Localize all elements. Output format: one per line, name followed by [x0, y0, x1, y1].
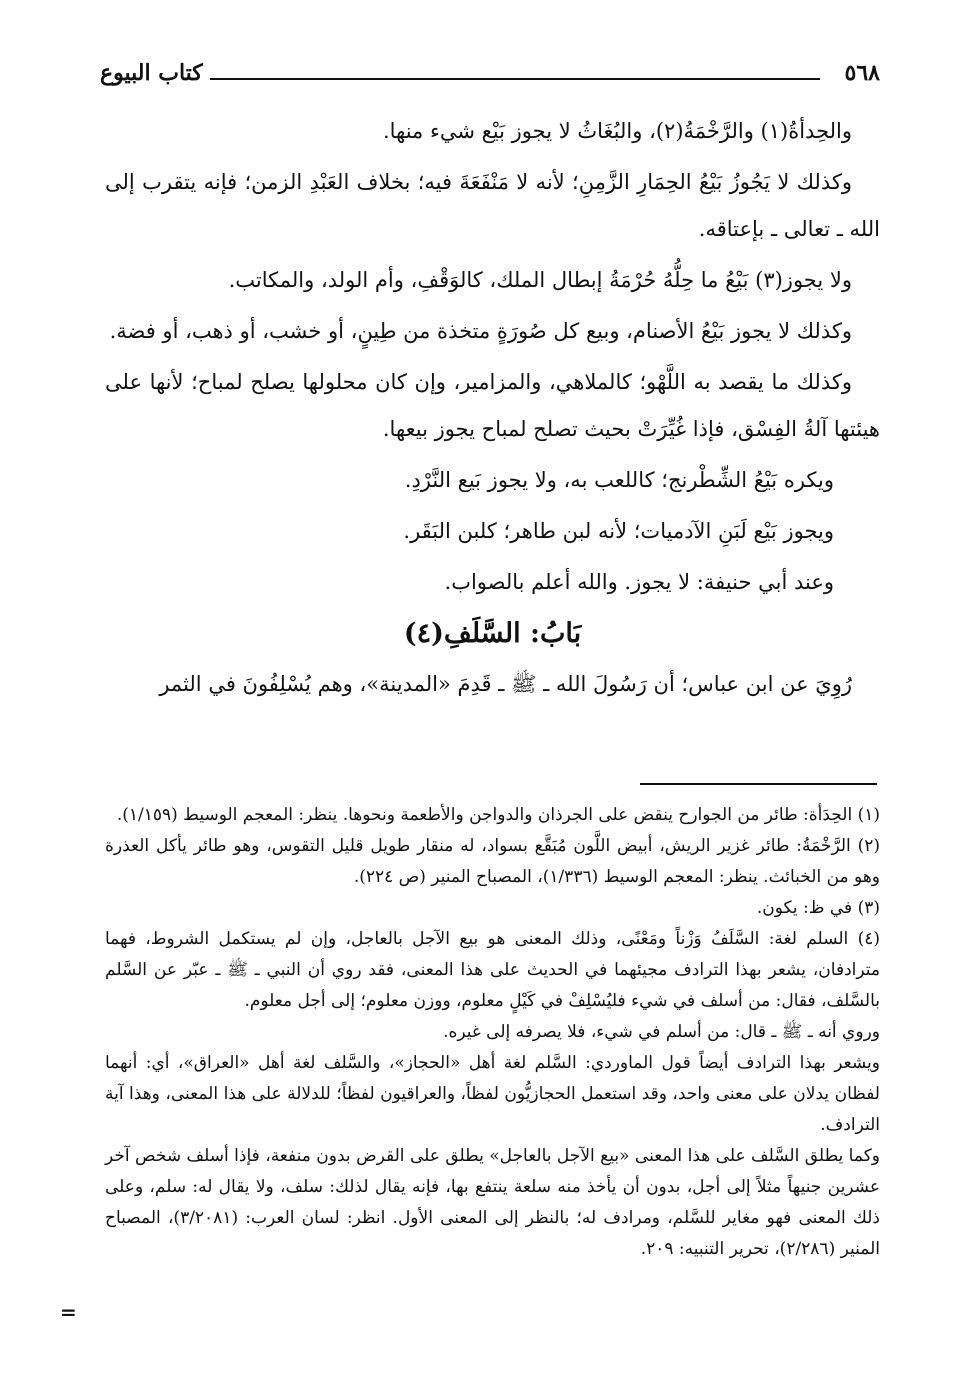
continuation-mark: = — [60, 1300, 77, 1324]
paragraph: رُوِيَ عن ابن عباس؛ أن رَسُولَ الله ـ ﷺ ـ قَدِمَ «المدينة»، وهم يُسْلِفُونَ في الثمر — [159, 672, 852, 696]
book-title: كتاب البيوع — [100, 60, 203, 86]
footnotes — [105, 800, 880, 1265]
footnote: وروي أنه ـ ﷺ ـ قال: من أسلم في شيء، فلا يصرفه إلى غيره. — [443, 1022, 880, 1042]
footnote-separator — [640, 783, 877, 785]
paragraph: ويكره بَيْعُ الشِّطْرنج؛ كاللعب به، ولا يجوز بَيع النَّرْدِ. — [404, 468, 834, 492]
main-text — [105, 108, 880, 712]
paragraph: وكذلك لا يَجُوزُ بَيْعُ الحِمَارِ الزَّمِنِ؛ لأنه لا مَنْفَعَةَ فيه؛ بخلاف العَبْدِ الزمن؛ فإنه يتقرب إلى الله ـ تعالى ـ بإعتاقه. — [105, 170, 880, 241]
chapter-title: بَابُ: السَّلَفِ(٤) — [403, 618, 582, 649]
header-rule — [210, 78, 820, 80]
footnote: (٤) السلم لغة: السَّلَفُ وَزْناً ومَعْنًى، وذلك المعنى هو بيع الآجل بالعاجل، وإن لم يستكمل الشروط، فهما مترادفان، يشعر بهذا الترادف مجيئهما في الحديث على هذا المعنى، فقد روي أن النبي ـ ﷺ ـ عبّر عن السَّلم بالسَّلف، فقال: من أسلف في شيء فليُسْلِفْ في كَيْلٍ معلوم، ووزن معلوم؛ إلى أجل معلوم. — [105, 929, 880, 1011]
paragraph: ولا يجوز(٣) بَيْعُ ما حِلُّهُ حُرْمَةُ إبطال الملك، كالوَقْفِ، وأم الولد، والمكاتب. — [228, 268, 852, 292]
paragraph: والحِدأةُ(١) والرَّخْمَةُ(٢)، والبُغَاثُ لا يجوز بَيْع شيء منها. — [382, 119, 852, 143]
footnote: (١) الحِدَأة: طائر من الجوارح ينقض على الجرذان والدواجن والأطعمة ونحوها. ينظر: المعجم الوسيط (١/١٥٩). — [116, 805, 880, 825]
footnote: ويشعر بهذا الترادف أيضاً قول الماوردي: السَّلم لغة أهل «الحجاز»، والسَّلف لغة أهل «العراق»، أي: أنهما لفظان يدلان على معنى واحد، وقد استعمل الحجازيُّون لفظاً، والعراقيون لفظاً؛ للدلالة على هذا المعنى، وهذا آية الترادف. — [105, 1053, 880, 1135]
paragraph: ويجوز بَيْع لَبَنِ الآدميات؛ لأنه لبن طاهر؛ كلبن البَقَر. — [403, 519, 834, 543]
page-number: ٥٦٨ — [844, 60, 880, 86]
page-header — [100, 60, 880, 96]
footnote: (٣) في ظ: يكون. — [756, 898, 880, 918]
footnote: (٢) الرَّخْمَةُ: طائر غزير الريش، أبيض اللَّون مُبَقَّع بسواد، له منقار طويل قليل التقوس، وهو طائر يأكل العذرة وهو من الخبائث. ينظر: المعجم الوسيط (١/٣٣٦)، المصباح المنير (ص ٢٢٤). — [105, 836, 880, 887]
paragraph: وكذلك ما يقصد به اللَّهْو؛ كالملاهي، والمزامير، وإن كان محلولها يصلح لمباح؛ لأنها على هيئتها آلةُ الفِسْق، فإذا غُيِّرَتْ بحيث تصلح لمباح يجوز بيعها. — [105, 370, 880, 441]
footnote: وكما يطلق السَّلف على هذا المعنى «بيع الآجل بالعاجل» يطلق على القرض بدون منفعة، فإذا أسلف شخص آخر عشرين جنيهاً مثلاً إلى أجل، بدون أن يأخذ منه سلعة ينتفع بها، فإنه يقال لذلك: سلف، ولا يقال له: سلم، وعلى ذلك المعنى فهو مغاير للسَّلم، ومرادف له؛ بالنظر إلى المعنى الأول. انظر: لسان العرب: (٣/٢٠٨١)، المصباح المنير (٢/٢٨٦)، تحرير التنبيه: ٢٠٩. — [105, 1146, 880, 1259]
paragraph: وعند أبي حنيفة: لا يجوز. والله أعلم بالصواب. — [444, 570, 834, 594]
paragraph: وكذلك لا يجوز بَيْعُ الأصنام، وبيع كل صُورَةٍ متخذة من طِينٍ، أو خشب، أو ذهب، أو فضة. — [109, 319, 852, 343]
